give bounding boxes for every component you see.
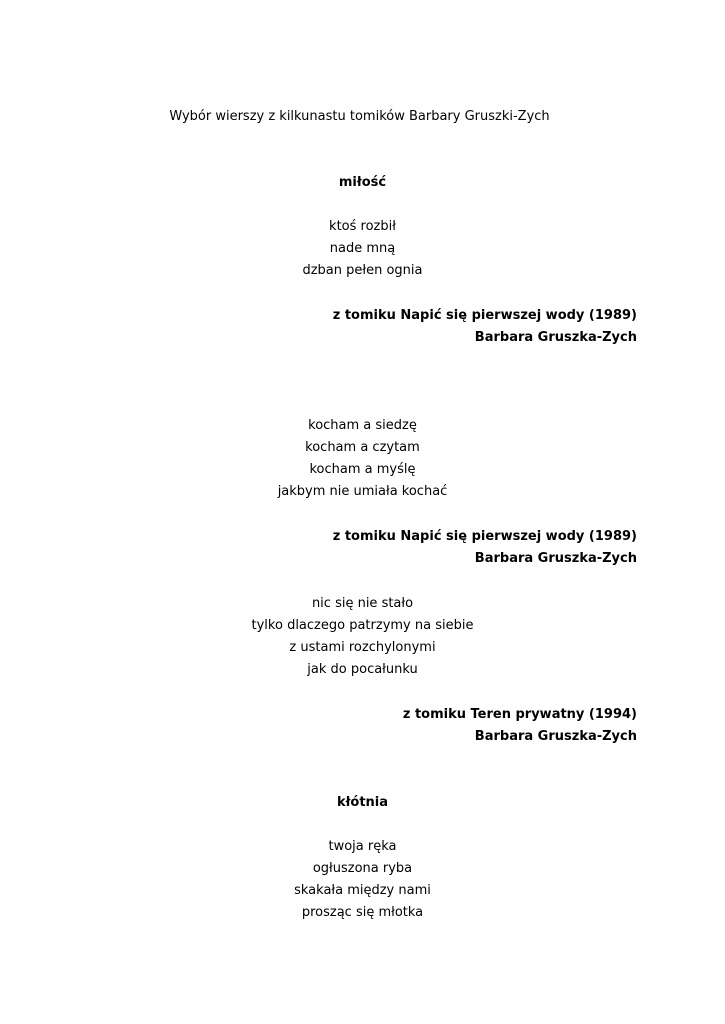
poem-line: jak do pocałunku — [307, 662, 418, 677]
poem-line: tylko dlaczego patrzymy na siebie — [251, 618, 474, 633]
poem-title: miłość — [338, 175, 387, 190]
poem-line: twoja ręka — [328, 839, 397, 854]
poem-line: ogłuszona ryba — [312, 861, 413, 876]
poem-line: jakbym nie umiała kochać — [277, 484, 448, 499]
poem-line: prosząc się młotka — [301, 905, 424, 920]
poem-line: z ustami rozchylonymi — [289, 640, 436, 655]
poem-line: kocham a myślę — [309, 462, 416, 477]
poem-line: dzban pełen ognia — [302, 263, 423, 278]
poem-line: skakała między nami — [294, 883, 431, 898]
poem-line: nic się nie stało — [311, 596, 414, 611]
poem-line: kocham a czytam — [305, 440, 420, 455]
poem-author: Barbara Gruszka-Zych — [474, 551, 637, 566]
poem-line: ktoś rozbił — [329, 219, 396, 234]
poem-line: nade mną — [329, 241, 396, 256]
poem-source: z tomiku Teren prywatny (1994) — [402, 707, 637, 722]
poem-title: kłótnia — [336, 795, 389, 810]
poem-author: Barbara Gruszka-Zych — [474, 729, 637, 744]
document-header: Wybór wierszy z kilkunastu tomików Barbary Gruszki-Zych — [169, 109, 550, 124]
poem-author: Barbara Gruszka-Zych — [474, 330, 637, 345]
poem-source: z tomiku Napić się pierwszej wody (1989) — [332, 308, 637, 323]
poem-source: z tomiku Napić się pierwszej wody (1989) — [332, 529, 637, 544]
poem-line: kocham a siedzę — [308, 418, 417, 433]
